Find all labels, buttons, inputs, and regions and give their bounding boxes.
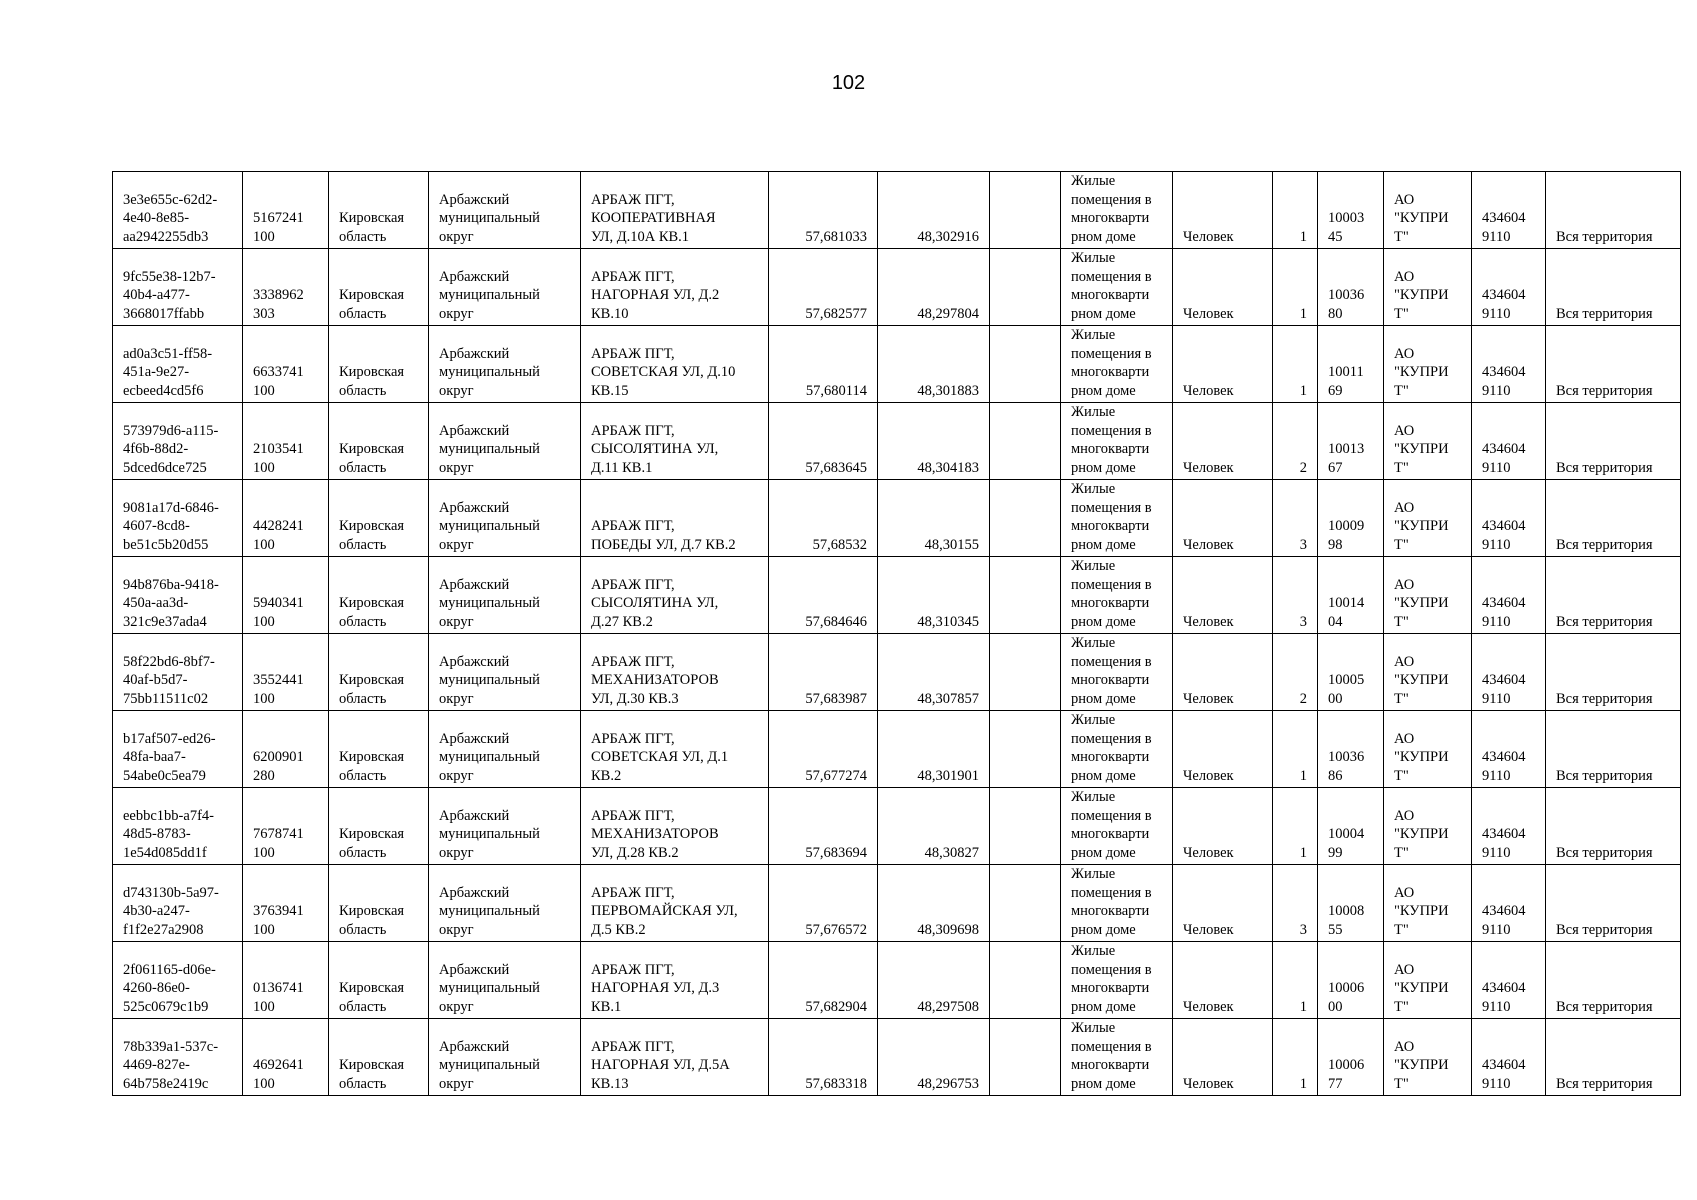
latitude-cell: 57,680114 [769, 326, 878, 403]
unit-cell: Человек [1173, 788, 1273, 865]
organization-cell: АО "КУПРИ Т" [1384, 403, 1472, 480]
organization-cell: АО "КУПРИ Т" [1384, 865, 1472, 942]
table-row [113, 634, 1681, 711]
premises-type-cell: Жилые помещения в многокварти рном доме [1061, 711, 1173, 788]
id-cell: 10008 55 [1318, 865, 1384, 942]
premises-type-cell: Жилые помещения в многокварти рном доме [1061, 326, 1173, 403]
territory-cell: Вся территория [1546, 557, 1681, 634]
inn-cell: 434604 9110 [1472, 172, 1546, 249]
latitude-cell: 57,683318 [769, 1019, 878, 1096]
table-body [113, 172, 1681, 1096]
region-cell: Кировская область [329, 557, 429, 634]
empty-cell [990, 249, 1061, 326]
address-cell: АРБАЖ ПГТ, МЕХАНИЗАТОРОВ УЛ, Д.28 КВ.2 [581, 788, 769, 865]
code-cell: 4692641 100 [243, 1019, 329, 1096]
unit-cell: Человек [1173, 711, 1273, 788]
id-cell: 10005 00 [1318, 634, 1384, 711]
premises-type-cell: Жилые помещения в многокварти рном доме [1061, 557, 1173, 634]
guid-cell: eebbc1bb-a7f4- 48d5-8783- 1e54d085dd1f [113, 788, 243, 865]
id-cell: 10036 86 [1318, 711, 1384, 788]
guid-cell: 9081a17d-6846- 4607-8cd8- be51c5b20d55 [113, 480, 243, 557]
unit-cell: Человек [1173, 942, 1273, 1019]
address-cell: АРБАЖ ПГТ, СЫСОЛЯТИНА УЛ, Д.11 КВ.1 [581, 403, 769, 480]
organization-cell: АО "КУПРИ Т" [1384, 557, 1472, 634]
empty-cell [990, 788, 1061, 865]
unit-cell: Человек [1173, 172, 1273, 249]
premises-type-cell: Жилые помещения в многокварти рном доме [1061, 942, 1173, 1019]
id-cell: 10004 99 [1318, 788, 1384, 865]
organization-cell: АО "КУПРИ Т" [1384, 634, 1472, 711]
longitude-cell: 48,301883 [878, 326, 990, 403]
table-row [113, 942, 1681, 1019]
organization-cell: АО "КУПРИ Т" [1384, 788, 1472, 865]
organization-cell: АО "КУПРИ Т" [1384, 249, 1472, 326]
guid-cell: 9fc55e38-12b7- 40b4-a477- 3668017ffabb [113, 249, 243, 326]
region-cell: Кировская область [329, 865, 429, 942]
district-cell: Арбажский муниципальный округ [429, 326, 581, 403]
inn-cell: 434604 9110 [1472, 1019, 1546, 1096]
district-cell: Арбажский муниципальный округ [429, 788, 581, 865]
guid-cell: ad0a3c51-ff58- 451a-9e27- ecbeed4cd5f6 [113, 326, 243, 403]
empty-cell [990, 865, 1061, 942]
empty-cell [990, 326, 1061, 403]
unit-cell: Человек [1173, 326, 1273, 403]
territory-cell: Вся территория [1546, 480, 1681, 557]
id-cell: 10013 67 [1318, 403, 1384, 480]
id-cell: 10014 04 [1318, 557, 1384, 634]
district-cell: Арбажский муниципальный округ [429, 557, 581, 634]
region-cell: Кировская область [329, 403, 429, 480]
inn-cell: 434604 9110 [1472, 326, 1546, 403]
territory-cell: Вся территория [1546, 942, 1681, 1019]
guid-cell: b17af507-ed26- 48fa-baa7- 54abe0c5ea79 [113, 711, 243, 788]
latitude-cell: 57,684646 [769, 557, 878, 634]
address-cell: АРБАЖ ПГТ, ПОБЕДЫ УЛ, Д.7 КВ.2 [581, 480, 769, 557]
latitude-cell: 57,682904 [769, 942, 878, 1019]
longitude-cell: 48,30827 [878, 788, 990, 865]
address-cell: АРБАЖ ПГТ, ПЕРВОМАЙСКАЯ УЛ, Д.5 КВ.2 [581, 865, 769, 942]
unit-cell: Человек [1173, 557, 1273, 634]
longitude-cell: 48,310345 [878, 557, 990, 634]
premises-type-cell: Жилые помещения в многокварти рном доме [1061, 1019, 1173, 1096]
latitude-cell: 57,677274 [769, 711, 878, 788]
guid-cell: 94b876ba-9418- 450a-aa3d- 321c9e37ada4 [113, 557, 243, 634]
quantity-cell: 3 [1273, 865, 1318, 942]
premises-type-cell: Жилые помещения в многокварти рном доме [1061, 865, 1173, 942]
address-cell: АРБАЖ ПГТ, НАГОРНАЯ УЛ, Д.2 КВ.10 [581, 249, 769, 326]
guid-cell: 3e3e655c-62d2- 4e40-8e85- aa2942255db3 [113, 172, 243, 249]
code-cell: 3552441 100 [243, 634, 329, 711]
district-cell: Арбажский муниципальный округ [429, 172, 581, 249]
address-cell: АРБАЖ ПГТ, МЕХАНИЗАТОРОВ УЛ, Д.30 КВ.3 [581, 634, 769, 711]
code-cell: 4428241 100 [243, 480, 329, 557]
address-cell: АРБАЖ ПГТ, НАГОРНАЯ УЛ, Д.3 КВ.1 [581, 942, 769, 1019]
region-cell: Кировская область [329, 480, 429, 557]
empty-cell [990, 711, 1061, 788]
region-cell: Кировская область [329, 172, 429, 249]
quantity-cell: 1 [1273, 249, 1318, 326]
quantity-cell: 1 [1273, 942, 1318, 1019]
inn-cell: 434604 9110 [1472, 557, 1546, 634]
address-cell: АРБАЖ ПГТ, СОВЕТСКАЯ УЛ, Д.10 КВ.15 [581, 326, 769, 403]
longitude-cell: 48,307857 [878, 634, 990, 711]
table-row [113, 403, 1681, 480]
quantity-cell: 3 [1273, 480, 1318, 557]
district-cell: Арбажский муниципальный округ [429, 634, 581, 711]
table-row [113, 249, 1681, 326]
inn-cell: 434604 9110 [1472, 711, 1546, 788]
inn-cell: 434604 9110 [1472, 480, 1546, 557]
inn-cell: 434604 9110 [1472, 249, 1546, 326]
inn-cell: 434604 9110 [1472, 865, 1546, 942]
guid-cell: 58f22bd6-8bf7- 40af-b5d7- 75bb11511c02 [113, 634, 243, 711]
region-cell: Кировская область [329, 1019, 429, 1096]
guid-cell: d743130b-5a97- 4b30-a247- f1f2e27a2908 [113, 865, 243, 942]
latitude-cell: 57,68532 [769, 480, 878, 557]
territory-cell: Вся территория [1546, 249, 1681, 326]
empty-cell [990, 634, 1061, 711]
unit-cell: Человек [1173, 249, 1273, 326]
id-cell: 10006 77 [1318, 1019, 1384, 1096]
region-cell: Кировская область [329, 249, 429, 326]
longitude-cell: 48,304183 [878, 403, 990, 480]
empty-cell [990, 557, 1061, 634]
district-cell: Арбажский муниципальный округ [429, 249, 581, 326]
latitude-cell: 57,683645 [769, 403, 878, 480]
territory-cell: Вся территория [1546, 711, 1681, 788]
table-row [113, 172, 1681, 249]
id-cell: 10036 80 [1318, 249, 1384, 326]
territory-cell: Вся территория [1546, 865, 1681, 942]
empty-cell [990, 403, 1061, 480]
territory-cell: Вся территория [1546, 403, 1681, 480]
longitude-cell: 48,296753 [878, 1019, 990, 1096]
inn-cell: 434604 9110 [1472, 634, 1546, 711]
region-cell: Кировская область [329, 326, 429, 403]
id-cell: 10003 45 [1318, 172, 1384, 249]
code-cell: 2103541 100 [243, 403, 329, 480]
inn-cell: 434604 9110 [1472, 403, 1546, 480]
empty-cell [990, 480, 1061, 557]
unit-cell: Человек [1173, 634, 1273, 711]
organization-cell: АО "КУПРИ Т" [1384, 172, 1472, 249]
organization-cell: АО "КУПРИ Т" [1384, 942, 1472, 1019]
unit-cell: Человек [1173, 1019, 1273, 1096]
guid-cell: 78b339a1-537c- 4469-827e- 64b758e2419c [113, 1019, 243, 1096]
region-cell: Кировская область [329, 942, 429, 1019]
organization-cell: АО "КУПРИ Т" [1384, 1019, 1472, 1096]
quantity-cell: 1 [1273, 326, 1318, 403]
premises-type-cell: Жилые помещения в многокварти рном доме [1061, 480, 1173, 557]
organization-cell: АО "КУПРИ Т" [1384, 480, 1472, 557]
inn-cell: 434604 9110 [1472, 942, 1546, 1019]
id-cell: 10011 69 [1318, 326, 1384, 403]
unit-cell: Человек [1173, 403, 1273, 480]
district-cell: Арбажский муниципальный округ [429, 942, 581, 1019]
territory-cell: Вся территория [1546, 788, 1681, 865]
premises-type-cell: Жилые помещения в многокварти рном доме [1061, 634, 1173, 711]
unit-cell: Человек [1173, 480, 1273, 557]
table-row [113, 480, 1681, 557]
quantity-cell: 2 [1273, 634, 1318, 711]
address-cell: АРБАЖ ПГТ, КООПЕРАТИВНАЯ УЛ, Д.10А КВ.1 [581, 172, 769, 249]
quantity-cell: 1 [1273, 788, 1318, 865]
code-cell: 0136741 100 [243, 942, 329, 1019]
latitude-cell: 57,681033 [769, 172, 878, 249]
territory-cell: Вся территория [1546, 1019, 1681, 1096]
unit-cell: Человек [1173, 865, 1273, 942]
district-cell: Арбажский муниципальный округ [429, 480, 581, 557]
table-row [113, 1019, 1681, 1096]
address-cell: АРБАЖ ПГТ, НАГОРНАЯ УЛ, Д.5А КВ.13 [581, 1019, 769, 1096]
longitude-cell: 48,30155 [878, 480, 990, 557]
table-row [113, 557, 1681, 634]
code-cell: 5940341 100 [243, 557, 329, 634]
code-cell: 3338962 303 [243, 249, 329, 326]
table-row [113, 711, 1681, 788]
latitude-cell: 57,683987 [769, 634, 878, 711]
quantity-cell: 2 [1273, 403, 1318, 480]
region-cell: Кировская область [329, 634, 429, 711]
territory-cell: Вся территория [1546, 172, 1681, 249]
empty-cell [990, 172, 1061, 249]
longitude-cell: 48,301901 [878, 711, 990, 788]
guid-cell: 573979d6-a115- 4f6b-88d2- 5dced6dce725 [113, 403, 243, 480]
premises-type-cell: Жилые помещения в многокварти рном доме [1061, 788, 1173, 865]
latitude-cell: 57,683694 [769, 788, 878, 865]
quantity-cell: 1 [1273, 172, 1318, 249]
registry-table [112, 171, 1681, 1096]
premises-type-cell: Жилые помещения в многокварти рном доме [1061, 172, 1173, 249]
empty-cell [990, 942, 1061, 1019]
address-cell: АРБАЖ ПГТ, СОВЕТСКАЯ УЛ, Д.1 КВ.2 [581, 711, 769, 788]
longitude-cell: 48,309698 [878, 865, 990, 942]
longitude-cell: 48,297804 [878, 249, 990, 326]
guid-cell: 2f061165-d06e- 4260-86e0- 525c0679c1b9 [113, 942, 243, 1019]
latitude-cell: 57,676572 [769, 865, 878, 942]
id-cell: 10006 00 [1318, 942, 1384, 1019]
page-number: 102 [831, 72, 866, 94]
quantity-cell: 1 [1273, 711, 1318, 788]
district-cell: Арбажский муниципальный округ [429, 865, 581, 942]
code-cell: 6200901 280 [243, 711, 329, 788]
latitude-cell: 57,682577 [769, 249, 878, 326]
district-cell: Арбажский муниципальный округ [429, 1019, 581, 1096]
quantity-cell: 3 [1273, 557, 1318, 634]
address-cell: АРБАЖ ПГТ, СЫСОЛЯТИНА УЛ, Д.27 КВ.2 [581, 557, 769, 634]
code-cell: 5167241 100 [243, 172, 329, 249]
table-row [113, 788, 1681, 865]
code-cell: 6633741 100 [243, 326, 329, 403]
organization-cell: АО "КУПРИ Т" [1384, 711, 1472, 788]
territory-cell: Вся территория [1546, 634, 1681, 711]
region-cell: Кировская область [329, 788, 429, 865]
id-cell: 10009 98 [1318, 480, 1384, 557]
table-row [113, 865, 1681, 942]
table-row [113, 326, 1681, 403]
inn-cell: 434604 9110 [1472, 788, 1546, 865]
longitude-cell: 48,302916 [878, 172, 990, 249]
organization-cell: АО "КУПРИ Т" [1384, 326, 1472, 403]
district-cell: Арбажский муниципальный округ [429, 711, 581, 788]
region-cell: Кировская область [329, 711, 429, 788]
longitude-cell: 48,297508 [878, 942, 990, 1019]
empty-cell [990, 1019, 1061, 1096]
code-cell: 7678741 100 [243, 788, 329, 865]
district-cell: Арбажский муниципальный округ [429, 403, 581, 480]
premises-type-cell: Жилые помещения в многокварти рном доме [1061, 249, 1173, 326]
code-cell: 3763941 100 [243, 865, 329, 942]
premises-type-cell: Жилые помещения в многокварти рном доме [1061, 403, 1173, 480]
territory-cell: Вся территория [1546, 326, 1681, 403]
quantity-cell: 1 [1273, 1019, 1318, 1096]
